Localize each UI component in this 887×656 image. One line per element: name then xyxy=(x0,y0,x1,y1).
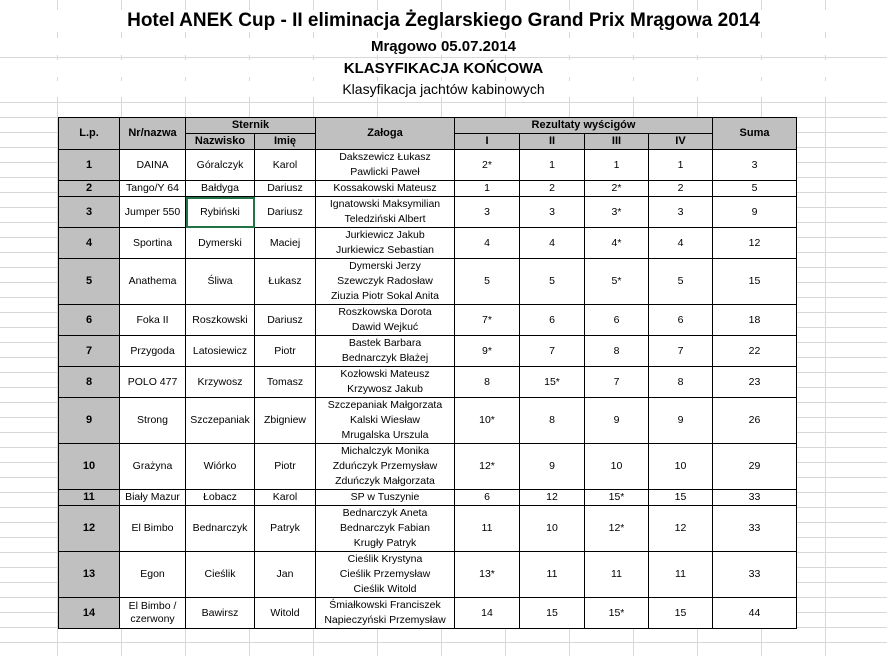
cell-yacht-name[interactable]: Biały Mazur xyxy=(120,490,186,506)
cell-helmsman-first-name[interactable]: Dariusz xyxy=(255,305,316,336)
cell-yacht-name[interactable]: Egon xyxy=(120,552,186,598)
crew-member: Bastek Barbara xyxy=(348,337,422,349)
cell-race-1[interactable]: 10* xyxy=(455,398,520,444)
crew-member: Krzywosz Jakub xyxy=(347,383,423,395)
cell-sum[interactable]: 3 xyxy=(713,150,797,181)
cell-yacht-name[interactable]: El Bimbo xyxy=(120,506,186,552)
cell-race-1[interactable]: 6 xyxy=(455,490,520,506)
cell-crew[interactable] xyxy=(316,598,455,629)
cell-race-1[interactable]: 8 xyxy=(455,367,520,398)
crew-member: Dymerski Jerzy xyxy=(349,260,421,272)
cell-crew[interactable] xyxy=(316,181,455,197)
cell-yacht-name[interactable]: POLO 477 xyxy=(120,367,186,398)
cell-yacht-name[interactable]: DAINA xyxy=(120,150,186,181)
cell-race-1[interactable]: 2* xyxy=(455,150,520,181)
cell-sum[interactable]: 29 xyxy=(713,444,797,490)
cell-helmsman-surname[interactable]: Cieślik xyxy=(186,552,255,598)
cell-sum[interactable]: 33 xyxy=(713,506,797,552)
cell-yacht-name[interactable]: El Bimbo / czerwony xyxy=(120,598,186,629)
crew-member: Roszkowska Dorota xyxy=(338,306,432,318)
table-row xyxy=(59,506,797,552)
cell-sum[interactable]: 26 xyxy=(713,398,797,444)
cell-sum[interactable]: 15 xyxy=(713,259,797,305)
cell-helmsman-first-name[interactable]: Piotr xyxy=(255,336,316,367)
header-nr-nazwa[interactable]: Nr/nazwa xyxy=(120,118,186,150)
crew-member: Cieślik Witold xyxy=(353,583,417,595)
crew-member: Jurkiewicz Sebastian xyxy=(335,244,435,256)
classification-subtitle: Klasyfikacja jachtów kabinowych xyxy=(0,81,887,97)
cell-helmsman-surname[interactable]: Bednarczyk xyxy=(186,506,255,552)
cell-yacht-name[interactable]: Strong xyxy=(120,398,186,444)
crew-member: Zduńczyk Małgorzata xyxy=(335,475,435,487)
crew-member: Szczepaniak Małgorzata xyxy=(327,399,443,411)
cell-lp[interactable]: 12 xyxy=(59,506,120,552)
cell-yacht-name[interactable]: Foka II xyxy=(120,305,186,336)
crew-member: Dakszewicz Łukasz xyxy=(339,151,431,163)
cell-helmsman-surname[interactable]: Bawirsz xyxy=(186,598,255,629)
cell-helmsman-first-name[interactable]: Piotr xyxy=(255,444,316,490)
cell-race-3[interactable]: 6 xyxy=(585,305,649,336)
cell-race-2[interactable]: 4 xyxy=(520,228,585,259)
cell-race-4[interactable]: 15 xyxy=(649,598,713,629)
cell-race-4[interactable]: 8 xyxy=(649,367,713,398)
header-race-2[interactable]: II xyxy=(520,134,585,150)
cell-race-3[interactable]: 1 xyxy=(585,150,649,181)
cell-race-2[interactable]: 8 xyxy=(520,398,585,444)
cell-helmsman-first-name[interactable]: Maciej xyxy=(255,228,316,259)
crew-member: Ziuzia Piotr Sokal Anita xyxy=(331,290,439,302)
cell-crew[interactable] xyxy=(316,259,455,305)
cell-race-3[interactable]: 15* xyxy=(585,598,649,629)
cell-race-3[interactable]: 2* xyxy=(585,181,649,197)
cell-race-3[interactable]: 9 xyxy=(585,398,649,444)
cell-lp[interactable]: 7 xyxy=(59,336,120,367)
cell-race-4[interactable]: 1 xyxy=(649,150,713,181)
cell-race-4[interactable]: 10 xyxy=(649,444,713,490)
crew-member: Mrugalska Urszula xyxy=(341,429,429,441)
cell-crew[interactable] xyxy=(316,367,455,398)
cell-yacht-name[interactable]: Grażyna xyxy=(120,444,186,490)
cell-race-4[interactable]: 5 xyxy=(649,259,713,305)
cell-crew[interactable] xyxy=(316,197,455,228)
crew-member: Kossakowski Mateusz xyxy=(333,182,437,194)
table-row xyxy=(59,490,797,506)
classification-heading: KLASYFIKACJA KOŃCOWA xyxy=(0,60,887,77)
header-imie[interactable]: Imię xyxy=(255,134,316,150)
crew-member: Kalski Wiesław xyxy=(349,414,420,426)
cell-race-3[interactable]: 11 xyxy=(585,552,649,598)
table-row xyxy=(59,444,797,490)
cell-helmsman-surname[interactable]: Roszkowski xyxy=(186,305,255,336)
cell-lp[interactable]: 1 xyxy=(59,150,120,181)
crew-member: Bednarczyk Błażej xyxy=(341,352,429,364)
header-nazwisko[interactable]: Nazwisko xyxy=(186,134,255,150)
cell-sum[interactable]: 18 xyxy=(713,305,797,336)
cell-helmsman-first-name[interactable]: Karol xyxy=(255,150,316,181)
results-table xyxy=(58,117,797,629)
table-row xyxy=(59,181,797,197)
cell-race-4[interactable]: 3 xyxy=(649,197,713,228)
cell-lp[interactable]: 14 xyxy=(59,598,120,629)
cell-helmsman-first-name[interactable]: Tomasz xyxy=(255,367,316,398)
cell-lp[interactable]: 3 xyxy=(59,197,120,228)
cell-helmsman-surname[interactable]: Dymerski xyxy=(186,228,255,259)
cell-sum[interactable]: 33 xyxy=(713,490,797,506)
table-row xyxy=(59,197,797,228)
cell-race-3[interactable]: 3* xyxy=(585,197,649,228)
cell-crew[interactable] xyxy=(316,552,455,598)
crew-member: Cieślik Krystyna xyxy=(347,553,423,565)
cell-yacht-name[interactable]: Jumper 550 xyxy=(120,197,186,228)
cell-helmsman-surname[interactable]: Śliwa xyxy=(186,259,255,305)
sheet-title: Hotel ANEK Cup - II eliminacja Żeglarskiego Grand Prix Mrągowa 2014 xyxy=(0,10,887,32)
cell-race-4[interactable]: 7 xyxy=(649,336,713,367)
cell-race-4[interactable]: 11 xyxy=(649,552,713,598)
cell-crew[interactable] xyxy=(316,305,455,336)
cell-race-2[interactable]: 1 xyxy=(520,150,585,181)
cell-helmsman-surname[interactable]: Łobacz xyxy=(186,490,255,506)
cell-helmsman-surname[interactable]: Krzywosz xyxy=(186,367,255,398)
crew-member: Szewczyk Radosław xyxy=(337,275,433,287)
cell-yacht-name[interactable]: Sportina xyxy=(120,228,186,259)
cell-sum[interactable]: 22 xyxy=(713,336,797,367)
cell-sum[interactable]: 33 xyxy=(713,552,797,598)
crew-member: Napieczyński Przemysław xyxy=(324,614,446,626)
cell-race-2[interactable]: 10 xyxy=(520,506,585,552)
event-date: Mrągowo 05.07.2014 xyxy=(0,38,887,55)
cell-lp[interactable]: 2 xyxy=(59,181,120,197)
cell-helmsman-first-name[interactable]: Karol xyxy=(255,490,316,506)
cell-lp[interactable]: 9 xyxy=(59,398,120,444)
cell-race-2[interactable]: 12 xyxy=(520,490,585,506)
cell-race-1[interactable]: 9* xyxy=(455,336,520,367)
cell-race-4[interactable]: 12 xyxy=(649,506,713,552)
cell-race-3[interactable]: 15* xyxy=(585,490,649,506)
cell-race-1[interactable]: 11 xyxy=(455,506,520,552)
table-row xyxy=(59,228,797,259)
cell-lp[interactable]: 4 xyxy=(59,228,120,259)
header-sternik[interactable]: Sternik xyxy=(186,118,316,134)
cell-lp[interactable]: 11 xyxy=(59,490,120,506)
header-race-4[interactable]: IV xyxy=(649,134,713,150)
cell-race-2[interactable]: 11 xyxy=(520,552,585,598)
cell-helmsman-surname[interactable]: Góralczyk xyxy=(186,150,255,181)
cell-race-1[interactable]: 13* xyxy=(455,552,520,598)
cell-helmsman-first-name[interactable]: Jan xyxy=(255,552,316,598)
cell-race-3[interactable]: 8 xyxy=(585,336,649,367)
crew-member: Bednarczyk Fabian xyxy=(340,522,430,534)
cell-race-4[interactable]: 6 xyxy=(649,305,713,336)
cell-race-3[interactable]: 4* xyxy=(585,228,649,259)
cell-race-1[interactable]: 3 xyxy=(455,197,520,228)
cell-sum[interactable]: 12 xyxy=(713,228,797,259)
cell-helmsman-first-name[interactable]: Patryk xyxy=(255,506,316,552)
cell-helmsman-first-name[interactable]: Witold xyxy=(255,598,316,629)
crew-member: Śmiałkowski Franciszek xyxy=(329,599,441,611)
cell-helmsman-first-name[interactable]: Dariusz xyxy=(255,197,316,228)
cell-lp[interactable]: 13 xyxy=(59,552,120,598)
header-race-1[interactable]: I xyxy=(455,134,520,150)
crew-member: Jurkiewicz Jakub xyxy=(345,229,425,241)
table-row xyxy=(59,336,797,367)
crew-member: Kozłowski Mateusz xyxy=(340,368,430,380)
cell-sum[interactable]: 9 xyxy=(713,197,797,228)
cell-lp[interactable]: 6 xyxy=(59,305,120,336)
cell-race-2[interactable]: 15 xyxy=(520,598,585,629)
cell-race-2[interactable]: 6 xyxy=(520,305,585,336)
cell-race-1[interactable]: 12* xyxy=(455,444,520,490)
cell-yacht-name[interactable]: Anathema xyxy=(120,259,186,305)
cell-yacht-name[interactable]: Tango/Y 64 xyxy=(120,181,186,197)
crew-member: Dawid Wejkuć xyxy=(351,321,419,333)
cell-race-2[interactable]: 15* xyxy=(520,367,585,398)
cell-helmsman-first-name[interactable]: Dariusz xyxy=(255,181,316,197)
header-suma[interactable]: Suma xyxy=(713,118,797,150)
cell-crew[interactable] xyxy=(316,490,455,506)
cell-yacht-name[interactable]: Przygoda xyxy=(120,336,186,367)
cell-helmsman-first-name[interactable]: Łukasz xyxy=(255,259,316,305)
crew-member: Cieślik Przemysław xyxy=(339,568,431,580)
cell-race-2[interactable]: 5 xyxy=(520,259,585,305)
table-row xyxy=(59,398,797,444)
header-lp[interactable]: L.p. xyxy=(59,118,120,150)
cell-helmsman-surname[interactable]: Bałdyga xyxy=(186,181,255,197)
cell-helmsman-surname[interactable]: Latosiewicz xyxy=(186,336,255,367)
table-row xyxy=(59,259,797,305)
cell-crew[interactable] xyxy=(316,398,455,444)
crew-member: Zduńczyk Przemysław xyxy=(332,460,438,472)
cell-crew[interactable] xyxy=(316,506,455,552)
cell-race-2[interactable]: 3 xyxy=(520,197,585,228)
cell-race-2[interactable]: 7 xyxy=(520,336,585,367)
cell-race-1[interactable]: 5 xyxy=(455,259,520,305)
cell-race-1[interactable]: 4 xyxy=(455,228,520,259)
header-race-3[interactable]: III xyxy=(585,134,649,150)
cell-helmsman-surname[interactable]: Rybiński xyxy=(186,197,255,228)
cell-race-4[interactable]: 15 xyxy=(649,490,713,506)
header-rezultaty[interactable]: Rezultaty wyścigów xyxy=(455,118,713,134)
cell-sum[interactable]: 5 xyxy=(713,181,797,197)
table-row xyxy=(59,598,797,629)
cell-crew[interactable] xyxy=(316,228,455,259)
cell-race-2[interactable]: 2 xyxy=(520,181,585,197)
cell-helmsman-surname[interactable]: Wiórko xyxy=(186,444,255,490)
header-zaloga[interactable]: Załoga xyxy=(316,118,455,150)
cell-crew[interactable] xyxy=(316,444,455,490)
crew-member: Teledziński Albert xyxy=(344,213,426,225)
cell-race-1[interactable]: 1 xyxy=(455,181,520,197)
cell-race-1[interactable]: 7* xyxy=(455,305,520,336)
cell-lp[interactable]: 10 xyxy=(59,444,120,490)
crew-member: Pawlicki Paweł xyxy=(350,166,420,178)
cell-crew[interactable] xyxy=(316,336,455,367)
cell-lp[interactable]: 5 xyxy=(59,259,120,305)
cell-race-3[interactable]: 5* xyxy=(585,259,649,305)
cell-helmsman-first-name[interactable]: Zbigniew xyxy=(255,398,316,444)
crew-member: SP w Tuszynie xyxy=(350,491,420,503)
cell-lp[interactable]: 8 xyxy=(59,367,120,398)
cell-race-1[interactable]: 14 xyxy=(455,598,520,629)
table-row xyxy=(59,305,797,336)
crew-member: Krugły Patryk xyxy=(353,537,417,549)
cell-helmsman-surname[interactable]: Szczepaniak xyxy=(186,398,255,444)
cell-race-3[interactable]: 10 xyxy=(585,444,649,490)
table-row xyxy=(59,367,797,398)
cell-sum[interactable]: 44 xyxy=(713,598,797,629)
cell-crew[interactable] xyxy=(316,150,455,181)
crew-member: Michalczyk Monika xyxy=(340,445,430,457)
cell-race-3[interactable]: 7 xyxy=(585,367,649,398)
crew-member: Ignatowski Maksymilian xyxy=(329,198,441,210)
cell-race-4[interactable]: 4 xyxy=(649,228,713,259)
cell-race-4[interactable]: 9 xyxy=(649,398,713,444)
cell-race-2[interactable]: 9 xyxy=(520,444,585,490)
cell-race-3[interactable]: 12* xyxy=(585,506,649,552)
cell-sum[interactable]: 23 xyxy=(713,367,797,398)
table-row xyxy=(59,150,797,181)
table-row xyxy=(59,552,797,598)
cell-race-4[interactable]: 2 xyxy=(649,181,713,197)
crew-member: Bednarczyk Aneta xyxy=(342,507,428,519)
